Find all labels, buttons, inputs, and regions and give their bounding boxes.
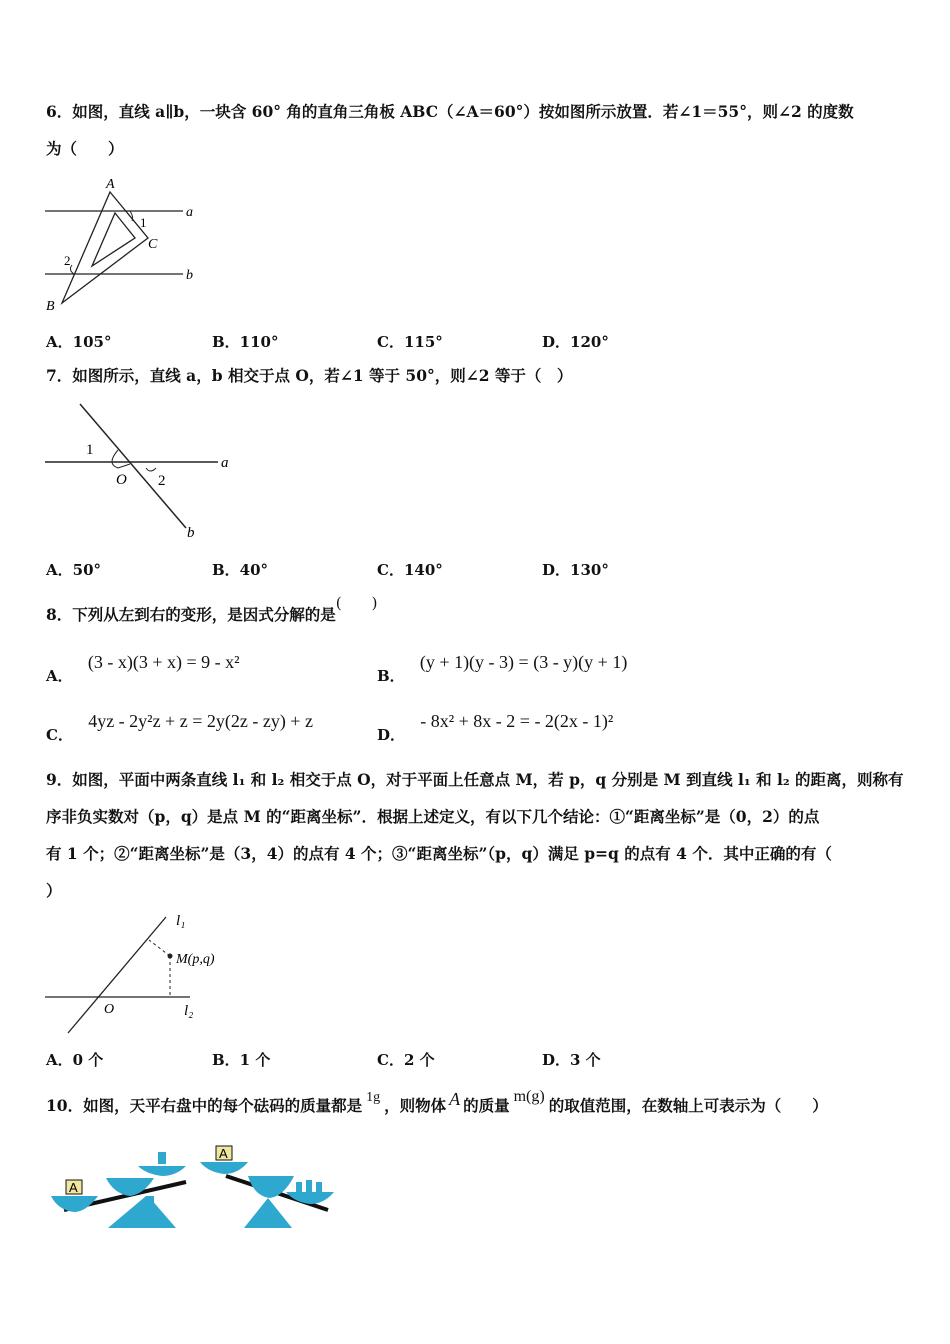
q8-expr-c: 4yz - 2y²z + z = 2y(2z - zy) + z: [88, 711, 313, 731]
q9-stem: [46, 761, 906, 909]
q7-stem: 7．如图所示，直线 a，b 相交于点 O，若∠1 等于 50°，则∠2 等于（ ）: [46, 366, 573, 385]
label-A-right: A: [219, 1146, 228, 1161]
line-l1: [68, 917, 166, 1033]
q10-part2: ，则物体: [384, 1096, 447, 1115]
label-A: A: [106, 177, 115, 192]
q7-option-d[interactable]: D．130°: [542, 561, 609, 579]
label-B: B: [46, 299, 55, 314]
label-l1: l₁: [176, 913, 186, 929]
q6-option-c[interactable]: C．115°: [377, 333, 443, 351]
label-b: b: [186, 268, 193, 283]
label-a: a: [221, 455, 229, 471]
triangle-outer: [62, 192, 148, 303]
line-b: [80, 404, 186, 528]
q9-line1: 9．如图，平面中两条直线 l₁ 和 l₂ 相交于点 O，对于平面上任意点 M，若 p，q 分别是 M 到直线 l₁ 和 l₂ 的距离，则称有: [46, 770, 904, 789]
q8-expr-a: (3 - x)(3 + x) = 9 - x²: [87, 652, 240, 672]
q7-option-a[interactable]: A．50°: [46, 561, 102, 579]
q8-stem: [46, 596, 906, 634]
angle-2-arc: [146, 468, 156, 471]
q9-option-d[interactable]: D．3 个: [542, 1051, 601, 1069]
q9-figure: [40, 905, 240, 1040]
label-b: b: [187, 525, 195, 541]
q6-stem: [46, 93, 906, 167]
q6-option-a[interactable]: A．105°: [46, 333, 112, 351]
triangle-inner: [92, 213, 135, 266]
q6-line1: 6．如图，直线 a∥b，一块含 60° 角的直角三角板 ABC（∠A＝60°）按如图所示放置．若∠1＝55°，则∠2 的度数: [46, 102, 854, 121]
balance-left: [51, 1152, 186, 1228]
q7-option-b[interactable]: B．40°: [212, 561, 269, 579]
q6-option-b[interactable]: B．110°: [212, 333, 279, 351]
q9-line4: ）: [46, 881, 62, 900]
q6-line2: 为（ ）: [46, 139, 124, 158]
label-M: M(p,q): [176, 952, 215, 967]
label-angle-2: 2: [64, 253, 71, 268]
q10-unit: 1g: [366, 1090, 381, 1105]
q8-text: 8．下列从左到右的变形，是因式分解的是: [46, 605, 336, 624]
q8-option-d[interactable]: D． - 8x² + 8x - 2 = - 2(2x - 1)²: [377, 711, 614, 744]
label-a: a: [186, 205, 193, 220]
label-A-left: A: [69, 1180, 78, 1195]
q6-option-d[interactable]: D．120°: [542, 333, 609, 351]
q10-figure: [46, 1140, 346, 1235]
q8-option-a[interactable]: A． (3 - x)(3 + x) = 9 - x²: [46, 652, 240, 685]
q10-part1: 10．如图，天平右盘中的每个砝码的质量都是: [46, 1096, 363, 1115]
label-O: O: [104, 1002, 115, 1017]
q6-figure: [40, 175, 200, 315]
q7-option-c[interactable]: C．140°: [377, 561, 443, 579]
angle-2-arc: [70, 265, 74, 274]
q10-stem: [46, 1087, 926, 1126]
q9-option-a[interactable]: A．0 个: [46, 1051, 104, 1069]
label-angle-2: 2: [158, 473, 166, 489]
label-O: O: [116, 472, 127, 488]
q10-mass: m(g): [513, 1088, 545, 1105]
label-C: C: [148, 237, 158, 252]
q9-option-b[interactable]: B．1 个: [212, 1051, 271, 1069]
label-angle-1: 1: [140, 215, 147, 230]
q9-line2: 序非负实数对（p，q）是点 M 的“距离坐标”．根据上述定义，有以下几个结论：①“距离坐标”是（0，2）的点: [46, 807, 820, 826]
perp-to-l1: [149, 940, 170, 956]
q8-option-c[interactable]: C． 4yz - 2y²z + z = 2y(2z - zy) + z: [46, 711, 313, 744]
label-angle-1: 1: [86, 442, 94, 458]
point-M: [168, 954, 173, 959]
q8-expr-b: (y + 1)(y - 3) = (3 - y)(y + 1): [419, 652, 628, 672]
q8-option-b[interactable]: B． (y + 1)(y - 3) = (3 - y)(y + 1): [377, 652, 628, 685]
q7-figure: [40, 398, 240, 543]
q9-line3: 有 1 个；②“距离坐标”是（3，4）的点有 4 个；③“距离坐标”（p，q）满足 p=q 的点有 4 个．其中正确的有（: [46, 844, 832, 863]
q10-part3: 的质量: [463, 1096, 510, 1115]
q8-expr-d: - 8x² + 8x - 2 = - 2(2x - 1)²: [420, 711, 614, 731]
q10-obj: A: [449, 1089, 461, 1109]
balance-right: [200, 1146, 334, 1228]
q9-option-c[interactable]: C．2 个: [377, 1051, 435, 1069]
label-l2: l₂: [184, 1003, 194, 1019]
q8-paren: ( ): [335, 594, 378, 612]
q10-part4: 的取值范围，在数轴上可表示为（ ）: [548, 1096, 828, 1115]
